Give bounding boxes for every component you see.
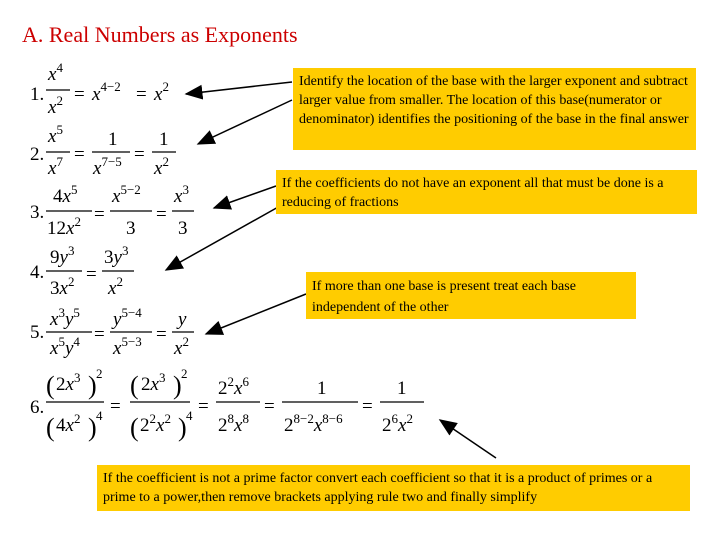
svg-text:(: (	[130, 371, 139, 400]
svg-text:x7−5: $x^{7-5}$	[93, 154, 122, 179]
svg-text:): )	[88, 371, 97, 400]
svg-text:x2: $x^2$	[108, 274, 123, 299]
note-coefficients: If the coefficients do not have an exponent all that must be done is a reducing of fractions	[276, 170, 697, 214]
svg-text:x2: $x^2$	[174, 334, 189, 359]
svg-text:12x2: $12x^2$	[47, 214, 81, 239]
svg-text:2: 2	[181, 366, 188, 381]
svg-text:x4−2: $x^{4-2}$	[92, 79, 121, 105]
svg-text:x4: $x^4$	[48, 60, 63, 85]
problem-5-number: 5.	[30, 322, 45, 343]
arrow-6	[440, 420, 496, 458]
arrow-1	[186, 82, 292, 94]
svg-text:=: =	[136, 84, 147, 105]
svg-text:=: =	[198, 396, 209, 417]
svg-text:x7: $x^7$	[48, 154, 63, 179]
svg-text:x2: $x^2$	[48, 93, 63, 118]
svg-text:4: 4	[96, 408, 103, 423]
svg-text:y5−4: $y^{5-4}$	[113, 305, 142, 330]
problem-3-number: 3.	[30, 202, 45, 223]
note-prime-factors: If the coefficient is not a prime factor convert each coefficient so that it is a product of primes or a prime to a power,then remove brackets applying rule two and finally simplify	[97, 465, 690, 511]
svg-text:x5: $x^5$	[48, 122, 63, 147]
svg-text:4: 4	[186, 408, 193, 423]
problem-4-number: 4.	[30, 262, 45, 283]
svg-text:=: =	[156, 324, 167, 345]
svg-text:3: 3	[178, 218, 188, 239]
svg-text:=: =	[110, 396, 121, 417]
svg-text:x2: $x^2$	[154, 154, 169, 179]
svg-text:4x5: $4x^5$	[53, 182, 78, 207]
svg-text:4x2: $4x^2$	[56, 411, 81, 436]
svg-text:x3y5: $x^3y^5$	[50, 305, 80, 330]
svg-text:=: =	[74, 84, 85, 105]
equation-3	[46, 182, 194, 239]
problem-2-number: 2.	[30, 144, 45, 165]
svg-text:=: =	[94, 324, 105, 345]
svg-text:=: =	[156, 204, 167, 225]
svg-text:3y3: $3y^3$	[104, 243, 129, 268]
svg-text:28−2x8−6: $2^{8-2}x^{8-6}$	[284, 411, 343, 436]
svg-text:x5−2: $x^{5-2}$	[112, 182, 141, 207]
svg-text:26x2: $2^6x^2$	[382, 411, 413, 436]
svg-text:22x6: $2^2x^6$	[218, 374, 249, 399]
page-title: A. Real Numbers as Exponents	[22, 22, 298, 47]
svg-text:=: =	[86, 264, 97, 285]
arrow-3	[214, 186, 276, 208]
svg-text:3x2: $3x^2$	[50, 274, 75, 299]
svg-text:=: =	[264, 396, 275, 417]
svg-text:x5−3: $x^{5-3}$	[113, 334, 142, 359]
svg-text:=: =	[94, 204, 105, 225]
equation-2	[46, 122, 176, 179]
equation-5	[46, 305, 194, 359]
svg-text:x3: $x^3$	[174, 182, 189, 207]
svg-text:x2: $x^2$	[154, 79, 169, 105]
svg-text:28x8: $2^8x^8$	[218, 411, 249, 436]
svg-text:=: =	[134, 144, 145, 165]
note-multiple-bases: If more than one base is present treat each base independent of the other	[306, 272, 636, 319]
svg-text:22x2: $2^2x^2$	[140, 411, 171, 436]
svg-text:x5y4: $x^5y^4$	[50, 334, 80, 359]
arrow-2	[198, 100, 292, 144]
equation-4	[46, 243, 134, 299]
problem-6-number: 6.	[30, 397, 45, 418]
svg-text:2x3: $2x^3$	[141, 370, 166, 395]
svg-text:(: (	[130, 413, 139, 442]
svg-text:9y3: $9y^3$	[50, 243, 75, 268]
svg-text:(: (	[46, 371, 55, 400]
svg-text:2: 2	[96, 366, 103, 381]
svg-text:y: y	[178, 309, 187, 330]
note-larger-exponent: Identify the location of the base with the larger exponent and subtract larger value from smaller. The location of this base(numerator or denominator) identifies the positioning of the base in the final answer	[293, 68, 696, 150]
svg-text:=: =	[362, 396, 373, 417]
svg-text:): )	[88, 413, 97, 442]
equation-6	[46, 366, 424, 442]
equation-1	[46, 60, 169, 118]
problem-1-number: 1.	[30, 84, 45, 105]
svg-text:1: 1	[317, 378, 327, 399]
svg-text:(: (	[46, 413, 55, 442]
arrow-5	[206, 294, 306, 334]
svg-text:2x3: $2x^3$	[56, 370, 81, 395]
svg-text:): )	[173, 371, 182, 400]
svg-text:1: 1	[397, 378, 407, 399]
svg-text:1: 1	[159, 129, 169, 150]
svg-text:=: =	[74, 144, 85, 165]
svg-text:1: 1	[108, 129, 118, 150]
svg-text:3: 3	[126, 218, 136, 239]
svg-text:): )	[178, 413, 187, 442]
